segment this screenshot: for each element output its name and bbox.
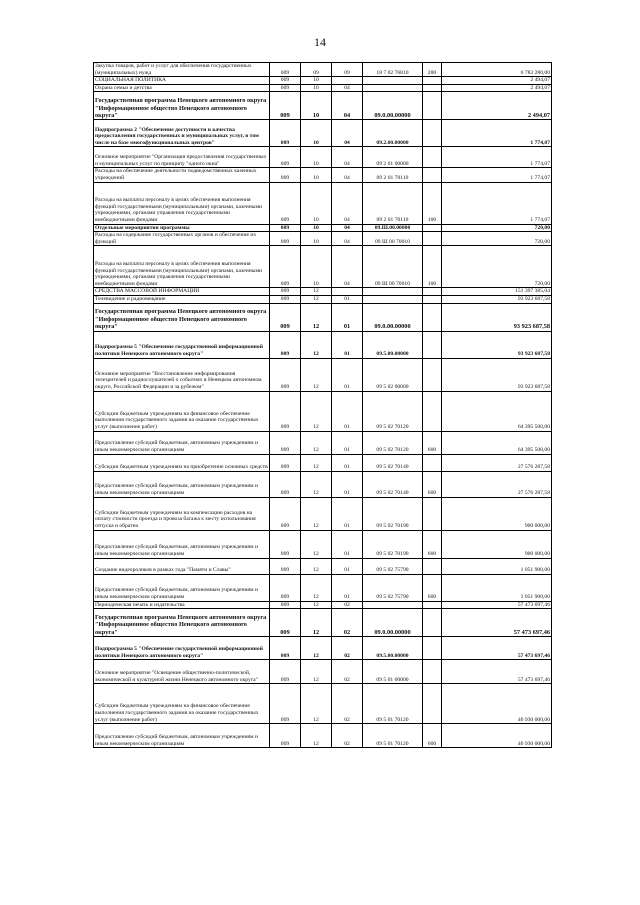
cell-subsection: 02 [332,724,363,748]
cell-subsection: 04 [332,246,363,288]
cell-section: 12 [301,288,332,296]
cell-subsection: 01 [332,497,363,530]
cell-amount: 1 774,07 [442,182,552,224]
cell-section: 12 [301,637,332,660]
cell-code-admin: 009 [270,168,301,182]
cell-target-article: 09 5 02 70140 [363,471,423,497]
cell-code-admin: 009 [270,303,301,331]
cell-section: 12 [301,660,332,684]
cell-subsection: 04 [332,182,363,224]
cell-amount: 57 473 697,46 [442,601,552,609]
row-name: Субсидии бюджетным учреждениям на финансовое обеспечение выполнения государственного задания на оказание государственных услуг (выполнение работ) [94,391,270,431]
cell-target-article [363,77,423,85]
cell-code-admin: 009 [270,574,301,601]
cell-subsection: 01 [332,331,363,358]
cell-code-admin: 009 [270,331,301,358]
row-name: Периодическая печать и издательства [94,601,270,609]
cell-expense-type: 600 [423,530,442,558]
cell-target-article: 09 Ш 00 70010 [363,246,423,288]
cell-subsection: 02 [332,601,363,609]
cell-code-admin: 009 [270,601,301,609]
row-name: Субсидии бюджетным учреждениям на финансовое обеспечение выполнения государственного задания на оказание государственных услуг (выполнение работ) [94,684,270,724]
cell-amount: 57 473 697,46 [442,660,552,684]
cell-amount: 2 494,07 [442,84,552,92]
cell-target-article: 09.0.00.00000 [363,92,423,120]
page-number: 14 [314,35,326,49]
cell-section: 10 [301,232,332,246]
cell-section: 10 [301,77,332,85]
table-row [94,358,552,391]
cell-amount: 93 923 687,58 [442,303,552,331]
table-row [94,454,552,471]
row-name: Предоставление субсидий бюджетным, автономным учреждениям и иным некоммерческим организациям [94,724,270,748]
table-row [94,497,552,530]
row-name: Подпрограмма 2 "Обеспечение доступности и качества предоставления государственных и муниципальных услуг, в том числе на базе многофункциональных центров" [94,120,270,147]
cell-expense-type: 600 [423,431,442,454]
cell-amount: 64 395 500,00 [442,431,552,454]
cell-expense-type [423,497,442,530]
cell-section: 12 [301,530,332,558]
cell-expense-type [423,660,442,684]
cell-target-article [363,288,423,296]
cell-code-admin: 009 [270,120,301,147]
cell-subsection: 01 [332,391,363,431]
cell-section: 12 [301,471,332,497]
table-row [94,182,552,224]
cell-expense-type [423,84,442,92]
cell-subsection [332,77,363,85]
table-row [94,120,552,147]
table-row [94,601,552,609]
cell-expense-type [423,77,442,85]
cell-target-article: 09 5 02 70140 [363,454,423,471]
cell-section: 12 [301,431,332,454]
cell-amount: 57 473 697,46 [442,609,552,637]
cell-target-article: 09.0.00.00000 [363,609,423,637]
cell-code-admin: 009 [270,92,301,120]
table-row [94,63,552,77]
cell-expense-type [423,303,442,331]
cell-subsection: 01 [332,303,363,331]
cell-section: 09 [301,63,332,77]
table-row [94,391,552,431]
cell-expense-type [423,232,442,246]
row-name: Расходы на выплаты персоналу в целях обеспечения выполнения функций государственными (муниципальными) органами, казенными учреждениями, органами управления государственными внебюджетными фондами [94,182,270,224]
cell-target-article: 09 5 01 70120 [363,724,423,748]
row-name: Закупка товаров, работ и услуг для обеспечения государственных (муниципальных) нужд [94,63,270,77]
cell-target-article: 09 2 01 70110 [363,168,423,182]
cell-expense-type [423,637,442,660]
cell-amount: 151 397 385,04 [442,288,552,296]
cell-expense-type [423,609,442,637]
cell-expense-type: 600 [423,724,442,748]
cell-subsection: 04 [332,92,363,120]
cell-section: 12 [301,295,332,303]
cell-amount: 6 783 280,00 [442,63,552,77]
cell-amount: 1 051 900,00 [442,558,552,574]
cell-expense-type [423,454,442,471]
cell-target-article: 09 5 02 70120 [363,431,423,454]
table-row [94,684,552,724]
cell-section: 10 [301,168,332,182]
table-row [94,246,552,288]
cell-expense-type [423,288,442,296]
row-name: Предоставление субсидий бюджетным, автономным учреждениям и иным некоммерческим организациям [94,530,270,558]
row-name: Предоставление субсидий бюджетным, автономным учреждениям и иным некоммерческим организациям [94,471,270,497]
cell-amount: 93 923 687,58 [442,331,552,358]
cell-expense-type [423,601,442,609]
cell-target-article: 09.2.00.00000 [363,120,423,147]
row-name: Основное мероприятие "Организация предоставления государственных и муниципальных услуг по принципу "одного окна" [94,147,270,168]
row-name: Телевидение и радиовещание [94,295,270,303]
row-name: Охрана семьи и детства [94,84,270,92]
cell-subsection: 01 [332,574,363,601]
cell-subsection: 04 [332,232,363,246]
row-name: Субсидии бюджетным учреждениям на компенсацию расходов на оплату стоимости проезда и провоза багажа к месту использования отпуска и обратно [94,497,270,530]
cell-code-admin: 009 [270,182,301,224]
cell-subsection: 02 [332,637,363,660]
row-name: Государственная программа Ненецкого автономного округа "Информационное общество Ненецкого автономного округа" [94,609,270,637]
cell-section: 12 [301,454,332,471]
cell-section: 12 [301,609,332,637]
cell-target-article: 09 5 01 00000 [363,660,423,684]
cell-code-admin: 009 [270,288,301,296]
cell-subsection: 09 [332,63,363,77]
cell-code-admin: 009 [270,431,301,454]
row-name: Подпрограмма 5 "Обеспечение государственной информационной политики Ненецкого автономного округа" [94,331,270,358]
table-row [94,288,552,296]
cell-amount: 27 576 287,58 [442,454,552,471]
cell-section: 10 [301,92,332,120]
cell-subsection: 02 [332,684,363,724]
cell-section: 10 [301,147,332,168]
cell-amount: 64 395 500,00 [442,391,552,431]
cell-amount: 93 923 687,58 [442,295,552,303]
table-row [94,609,552,637]
cell-amount: 900 000,00 [442,497,552,530]
row-name: Основное мероприятие "Освещение общественно-политической, экономической и культурной жизни Ненецкого автономного округа" [94,660,270,684]
cell-subsection: 04 [332,120,363,147]
cell-amount: 1 774,07 [442,147,552,168]
cell-code-admin: 009 [270,224,301,232]
cell-amount: 46 930 000,00 [442,684,552,724]
table-row [94,558,552,574]
cell-expense-type: 200 [423,63,442,77]
cell-target-article: 09 2 01 00000 [363,147,423,168]
cell-section: 10 [301,120,332,147]
table-row [94,431,552,454]
row-name: Расходы на обеспечение деятельности подведомственных казенных учреждений [94,168,270,182]
row-name: Подпрограмма 5 "Обеспечение государственной информационной политики Ненецкого автономного округа" [94,637,270,660]
row-name: Основное мероприятие "Восстановление информирования телезрителей и радиослушателей о событиях в Ненецком автономном округе, Российской Федерации и за рубежом" [94,358,270,391]
cell-expense-type [423,147,442,168]
cell-subsection: 02 [332,609,363,637]
cell-section: 12 [301,724,332,748]
cell-expense-type [423,391,442,431]
cell-code-admin: 009 [270,724,301,748]
table-row [94,471,552,497]
cell-amount: 1 774,07 [442,168,552,182]
cell-expense-type: 600 [423,471,442,497]
cell-section: 12 [301,331,332,358]
cell-section: 12 [301,684,332,724]
cell-expense-type: 100 [423,246,442,288]
cell-amount: 720,00 [442,224,552,232]
table-row [94,92,552,120]
cell-code-admin: 009 [270,454,301,471]
table-row [94,303,552,331]
cell-subsection: 04 [332,168,363,182]
cell-target-article [363,84,423,92]
cell-target-article: 09.5.00.00000 [363,331,423,358]
cell-code-admin: 009 [270,497,301,530]
cell-code-admin: 009 [270,77,301,85]
cell-subsection: 01 [332,530,363,558]
cell-subsection: 01 [332,454,363,471]
table-row [94,637,552,660]
cell-target-article: 09 5 02 70120 [363,391,423,431]
table-row [94,331,552,358]
cell-section: 12 [301,574,332,601]
cell-subsection: 01 [332,471,363,497]
cell-target-article: 09 5 02 70190 [363,530,423,558]
cell-code-admin: 009 [270,232,301,246]
row-name: Субсидии бюджетным учреждениям на приобретение основных средств [94,454,270,471]
cell-expense-type [423,92,442,120]
cell-code-admin: 009 [270,84,301,92]
cell-code-admin: 009 [270,684,301,724]
cell-section: 12 [301,303,332,331]
cell-subsection: 01 [332,295,363,303]
cell-code-admin: 009 [270,609,301,637]
cell-section: 12 [301,391,332,431]
cell-section: 10 [301,246,332,288]
cell-subsection: 01 [332,358,363,391]
cell-expense-type [423,168,442,182]
cell-target-article [363,601,423,609]
cell-expense-type [423,331,442,358]
cell-amount: 2 494,07 [442,77,552,85]
row-name: Государственная программа Ненецкого автономного округа "Информационное общество Ненецкого автономного округа" [94,303,270,331]
cell-target-article: 09 Ш 00 70010 [363,232,423,246]
cell-code-admin: 009 [270,471,301,497]
cell-subsection: 01 [332,431,363,454]
row-name: СОЦИАЛЬНАЯ ПОЛИТИКА [94,77,270,85]
table-row [94,660,552,684]
table-row [94,147,552,168]
cell-code-admin: 009 [270,63,301,77]
table-row [94,574,552,601]
row-name: СРЕДСТВА МАССОВОЙ ИНФОРМАЦИИ [94,288,270,296]
cell-target-article: 09 5 02 00000 [363,358,423,391]
cell-subsection: 04 [332,84,363,92]
cell-amount: 720,00 [442,246,552,288]
cell-subsection [332,288,363,296]
cell-section: 10 [301,84,332,92]
row-name: Предоставление субсидий бюджетным, автономным учреждениям и иным некоммерческим организациям [94,431,270,454]
cell-expense-type [423,295,442,303]
table-row [94,224,552,232]
cell-expense-type [423,224,442,232]
cell-amount: 720,00 [442,232,552,246]
cell-subsection: 04 [332,224,363,232]
cell-code-admin: 009 [270,391,301,431]
cell-expense-type [423,684,442,724]
cell-target-article: 09.0.00.00000 [363,303,423,331]
row-name: Создание видеороликов в рамках года "Памяти и Славы" [94,558,270,574]
cell-code-admin: 009 [270,246,301,288]
cell-amount: 900 000,00 [442,530,552,558]
cell-amount: 1 774,07 [442,120,552,147]
cell-code-admin: 009 [270,530,301,558]
cell-amount: 2 494,07 [442,92,552,120]
cell-target-article: 09.5.00.00000 [363,637,423,660]
cell-code-admin: 009 [270,558,301,574]
cell-expense-type [423,558,442,574]
cell-target-article: 09 5 02 75790 [363,558,423,574]
cell-target-article [363,295,423,303]
cell-section: 10 [301,224,332,232]
cell-section: 12 [301,358,332,391]
cell-section: 12 [301,601,332,609]
cell-code-admin: 009 [270,660,301,684]
row-name: Отдельные мероприятия программы [94,224,270,232]
table-row [94,77,552,85]
cell-subsection: 01 [332,558,363,574]
cell-expense-type [423,120,442,147]
cell-code-admin: 009 [270,637,301,660]
cell-target-article: 09 5 01 70120 [363,684,423,724]
cell-section: 10 [301,182,332,224]
table-row [94,84,552,92]
table-row [94,530,552,558]
table-row [94,724,552,748]
cell-target-article: 09.Ш.00.00000 [363,224,423,232]
cell-code-admin: 009 [270,147,301,168]
cell-code-admin: 009 [270,295,301,303]
cell-target-article: 09 5 02 75790 [363,574,423,601]
row-name: Расходы на выплаты персоналу в целях обеспечения выполнения функций государственными (муниципальными) органами, казенными учреждениями, органами управления государственными внебюджетными фондами [94,246,270,288]
cell-section: 12 [301,497,332,530]
budget-table [93,62,552,748]
cell-expense-type: 100 [423,182,442,224]
cell-amount: 1 051 900,00 [442,574,552,601]
cell-amount: 93 923 687,58 [442,358,552,391]
table-row [94,295,552,303]
cell-amount: 46 930 000,00 [442,724,552,748]
row-name: Предоставление субсидий бюджетным, автономным учреждениям и иным некоммерческим организациям [94,574,270,601]
cell-amount: 57 473 697,46 [442,637,552,660]
cell-target-article: 09 2 01 70110 [363,182,423,224]
cell-expense-type [423,358,442,391]
cell-target-article: 09 5 02 70190 [363,497,423,530]
cell-subsection: 04 [332,147,363,168]
cell-section: 12 [301,558,332,574]
cell-target-article: 18 7 02 76810 [363,63,423,77]
table-row [94,232,552,246]
cell-subsection: 02 [332,660,363,684]
cell-expense-type: 600 [423,574,442,601]
cell-code-admin: 009 [270,358,301,391]
row-name: Государственная программа Ненецкого автономного округа "Информационное общество Ненецкого автономного округа" [94,92,270,120]
cell-amount: 27 576 287,58 [442,471,552,497]
row-name: Расходы на содержание государственных органов и обеспечение их функций [94,232,270,246]
table-row [94,168,552,182]
